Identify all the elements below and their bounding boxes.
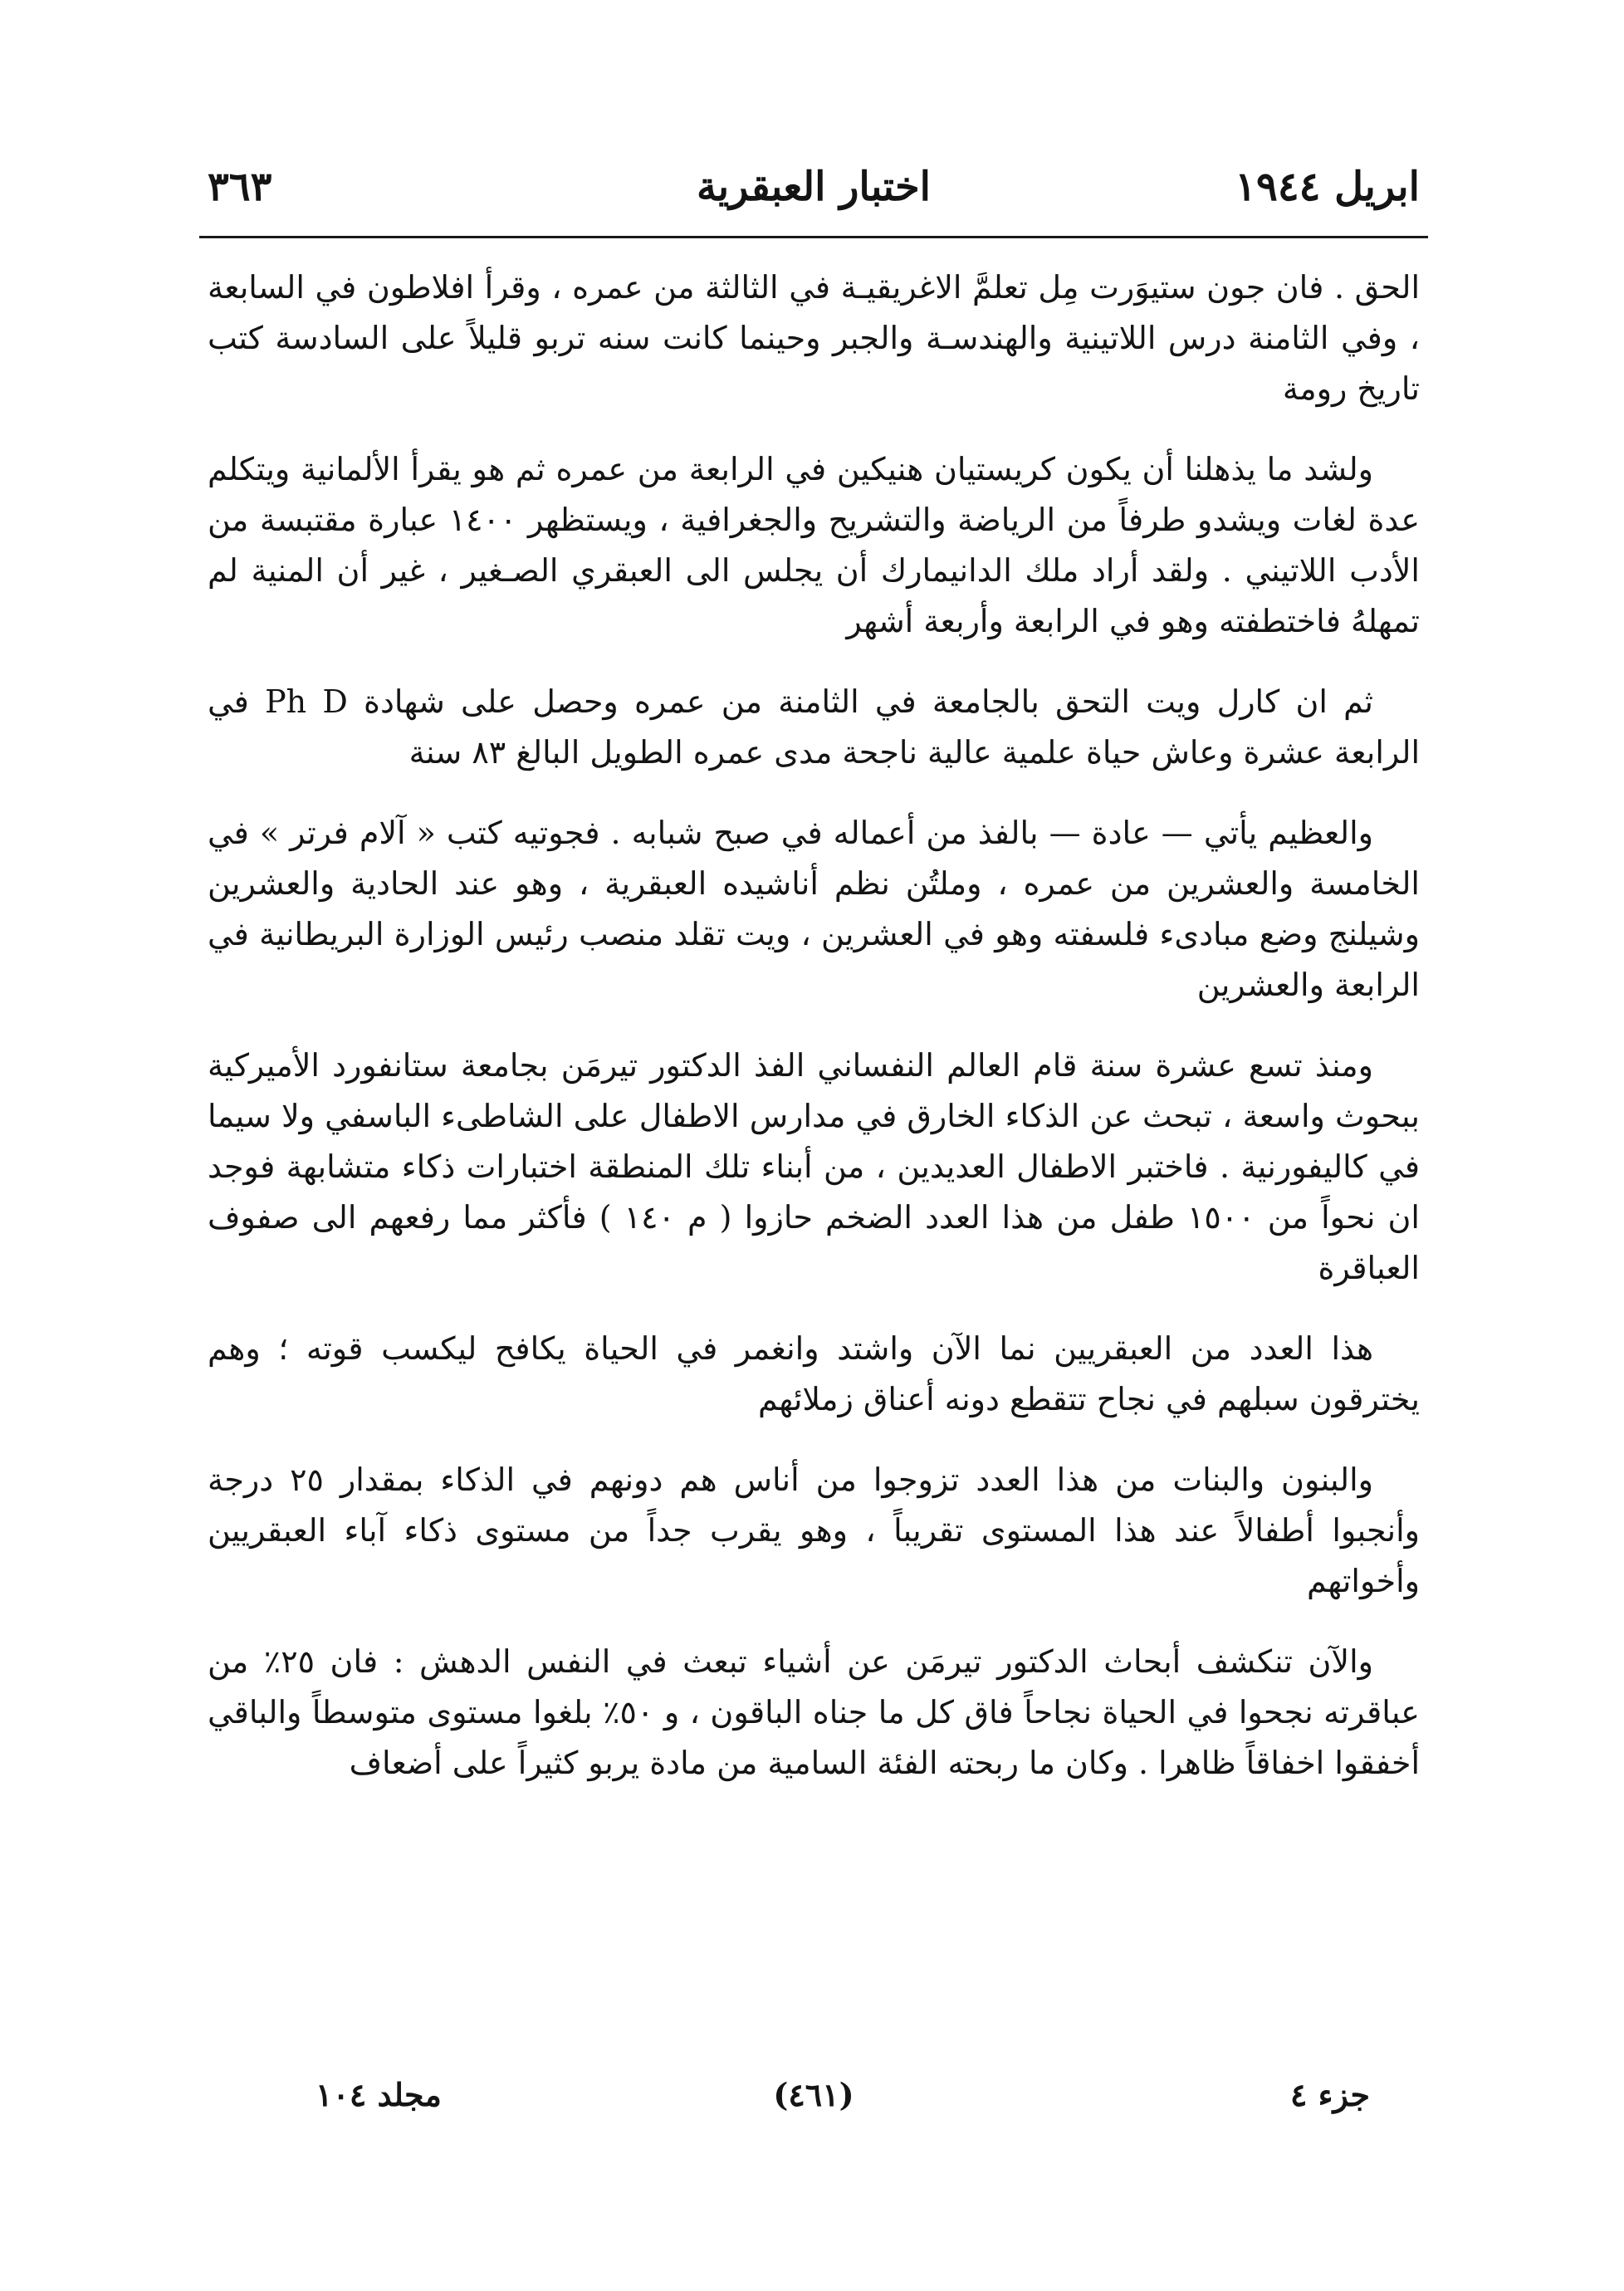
paragraph-4: والعظيم يأتي — عادة — بالفذ من أعماله في صبح شبابه . فجوتيه كتب « آلام فرتر » في الخامسة والعشرين من عمره ، وملتُن نظم أناشيده العبقرية ، وهو عند الحادية والعشرين وشيلنج وضع مبادىء فلسفته وهو في العشرين ، ويت تقلد منصب رئيس الوزارة البريطانية في الرابعة والعشرين (208, 815, 1420, 1003)
footer-volume: مجلد ١٠٤ (316, 2076, 442, 2113)
paragraph-2: ولشد ما يذهلنا أن يكون كريستيان هنيكين في الرابعة من عمره ثم هو يقرأ الألمانية ويتكلم عدة لغات ويشدو طرفاً من الرياضة والتشريح والجغرافية ، ويستظهر ١٤٠٠ عبارة مقتبسة من الأدب اللاتيني . ولقد أراد ملك الدانيمارك أن يجلس الى العبقري الصـغير ، غير أن المنية لم تمهلهُ فاختطفته وهو في الرابعة وأربعة أشهر (208, 451, 1420, 639)
paragraph-1: الحق . فان جون ستيوَرت مِل تعلمَّ الاغريقيـة في الثالثة من عمره ، وقرأ افلاطون في السابعة ، وفي الثامنة درس اللاتينية والهندسـة والجبر وحينما كانت سنه تربو قليلاً على السادسة كتب تاريخ رومة (208, 269, 1420, 407)
article-body (208, 262, 1420, 1789)
header-title: اختبار العبقرية (697, 164, 931, 210)
paragraph-3: ثم ان كارل ويت التحق بالجامعة في الثامنة من عمره وحصل على شهادة Ph D في الرابعة عشرة وعاش حياة علمية عالية ناجحة مدى عمره الطويل البالغ ٨٣ سنة (208, 683, 1420, 771)
page-footer (208, 2066, 1420, 2124)
footer-journal-page: (٤٦١) (773, 2076, 854, 2113)
paragraph-6: هذا العدد من العبقريين نما الآن واشتد وانغمر في الحياة يكافح ليكسب قوته ؛ وهم يخترقون سبلهم في نجاح تتقطع دونه أعناق زملائهم (208, 1330, 1420, 1417)
header-page-number: ٣٦٣ (208, 164, 272, 210)
paragraph-8: والآن تنكشف أبحاث الدكتور تيرمَن عن أشياء تبعث في النفس الدهش : فان ٢٥٪ من عباقرته نجحوا في الحياة نجاحاً فاق كل ما جناه الباقون ، و ٥٠٪ بلغوا مستوى متوسطاً والباقي أخفقوا اخفاقاً ظاهرا . وكان ما ربحته الفئة السامية من مادة يربو كثيراً على أضعاف (208, 1643, 1420, 1781)
paragraph-7: والبنون والبنات من هذا العدد تزوجوا من أناس هم دونهم في الذكاء بمقدار ٢٥ درجة وأنجبوا أطفالاً عند هذا المستوى تقريباً ، وهو يقرب جداً من مستوى ذكاء آباء العبقريين وأخواتهم (208, 1461, 1420, 1599)
paragraph-5: ومنذ تسع عشرة سنة قام العالم النفساني الفذ الدكتور تيرمَن بجامعة ستانفورد الأميركية ببحوث واسعة ، تبحث عن الذكاء الخارق في مدارس الاطفال على الشاطىء الباسفي ولا سيما في كاليفورنية . فاختبر الاطفال العديدين ، من أبناء تلك المنطقة اختبارات ذكاء متشابهة فوجد ان نحواً من ١٥٠٠ طفل من هذا العدد الضخم حازوا ( م ١٤٠ ) فأكثر مما رفعهم الى صفوف العباقرة (208, 1047, 1420, 1286)
footer-part: جزء ٤ (1290, 2076, 1370, 2113)
header-date: ابريل ١٩٤٤ (1235, 164, 1420, 210)
header-divider (199, 236, 1428, 238)
page-header (208, 149, 1420, 224)
